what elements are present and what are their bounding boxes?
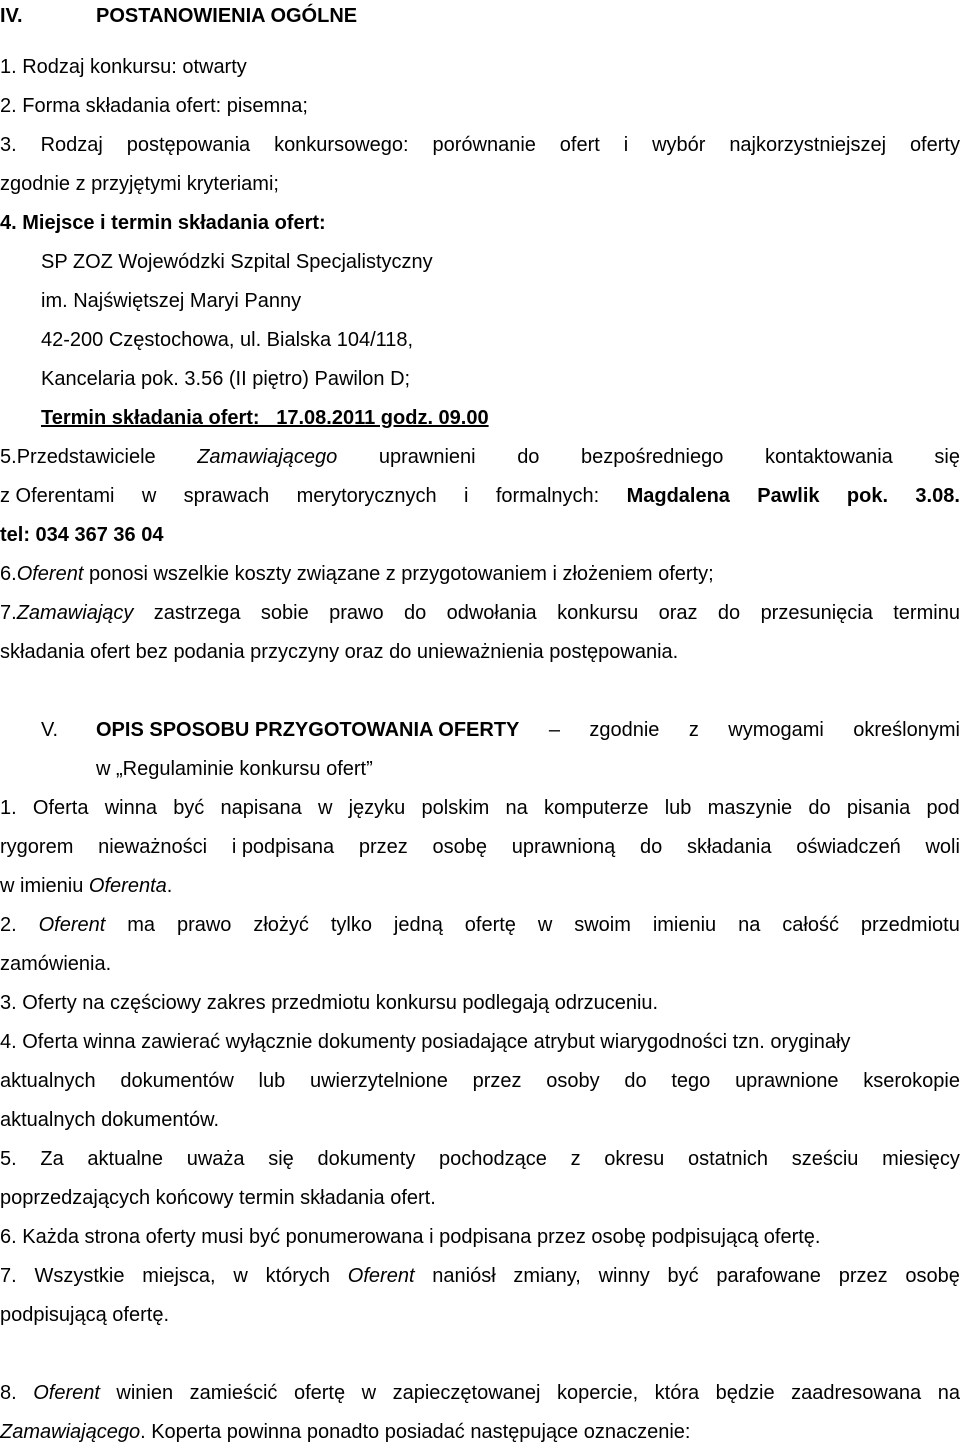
text: w imieniu <box>0 875 89 897</box>
word: sprawach <box>183 485 270 507</box>
word: sobie <box>260 602 309 624</box>
word: w <box>361 1382 377 1404</box>
emphasis: Oferent <box>347 1265 415 1287</box>
word: najkorzystniejszej <box>729 134 887 156</box>
word: uważa <box>186 1148 245 1170</box>
word: ofert <box>559 134 600 156</box>
word: Wszystkie <box>34 1265 125 1287</box>
word: w <box>317 797 333 819</box>
list-item <box>0 445 960 469</box>
word: miesięcy <box>882 1148 960 1170</box>
word: lub <box>258 1070 286 1092</box>
word: dokumenty <box>317 1148 416 1170</box>
word: ofertę <box>293 1382 346 1404</box>
emphasis: Zamawiający <box>16 602 134 624</box>
word: składania <box>686 836 772 858</box>
item-number: 7. <box>0 602 17 624</box>
list-item-continuation: poprzedzających końcowy termin składania ofert. <box>0 1187 436 1209</box>
word: Magdalena <box>626 485 730 507</box>
word: złożyć <box>253 914 309 936</box>
list-item-continuation: składania ofert bez podania przyczyny oraz do unieważnienia postępowania. <box>0 641 679 663</box>
address-line: SP ZOZ Wojewódzki Szpital Specjalistyczny <box>41 251 433 273</box>
word: kontaktowania <box>764 446 893 468</box>
word: z <box>688 719 699 741</box>
emphasis: Zamawiającego <box>197 446 338 468</box>
emphasis: Zamawiającego <box>0 1421 141 1443</box>
word: ostatnich <box>687 1148 769 1170</box>
word: prawo <box>176 914 232 936</box>
word: do <box>517 446 540 468</box>
word: zmiany, <box>513 1265 581 1287</box>
list-item-continuation <box>0 1069 960 1093</box>
word: komputerze <box>544 797 649 819</box>
item-number: 6. <box>0 563 17 585</box>
list-item: 4. Miejsce i termin składania ofert: <box>0 212 326 234</box>
word: swoim <box>574 914 631 936</box>
word: do <box>717 602 741 624</box>
emphasis: Oferent <box>38 914 106 936</box>
list-item <box>0 1381 960 1405</box>
list-item-lead <box>0 601 133 625</box>
word: miejsca, <box>142 1265 216 1287</box>
word: odwołania <box>446 602 537 624</box>
word: maszynie <box>707 797 793 819</box>
word: do <box>624 1070 647 1092</box>
list-item-continuation <box>0 1420 960 1444</box>
list-item: 4. Oferta winna zawierać wyłącznie dokumenty posiadające atrybut wiarygodności tzn. oryginały <box>0 1031 851 1053</box>
list-item-continuation <box>0 484 960 508</box>
word: merytorycznych <box>296 485 437 507</box>
word: imieniu <box>652 914 717 936</box>
list-item <box>0 601 960 625</box>
word: pok. <box>846 485 889 507</box>
word: kserokopie <box>863 1070 960 1092</box>
word: Za <box>40 1148 64 1170</box>
word: ofertę <box>464 914 516 936</box>
section-number: IV. <box>0 5 23 27</box>
word: konkursowego: <box>274 134 409 156</box>
word: i <box>623 134 629 156</box>
emphasis: Oferent <box>16 563 84 585</box>
list-item-continuation: podpisującą ofertę. <box>0 1304 170 1326</box>
section-title: POSTANOWIENIA OGÓLNE <box>96 5 358 27</box>
word: porównanie <box>432 134 536 156</box>
list-item <box>0 562 960 586</box>
word: 5. <box>0 1148 17 1170</box>
word: konkursu <box>557 602 639 624</box>
word: na <box>738 914 761 936</box>
text: ponosi wszelkie koszty związane z przygotowaniem i złożeniem oferty; <box>83 563 714 585</box>
word: przesunięcia <box>760 602 873 624</box>
word: nieważności <box>98 836 208 858</box>
word: osobę <box>905 1265 960 1287</box>
word: uwierzytelnione <box>309 1070 448 1092</box>
word: się <box>268 1148 294 1170</box>
word: naniósł <box>432 1265 496 1287</box>
word: języku <box>348 797 406 819</box>
word: parafowane <box>716 1265 821 1287</box>
word: aktualnych <box>0 1070 96 1092</box>
word: 7. <box>0 1265 17 1287</box>
word: Pawlik <box>757 485 820 507</box>
word: których <box>265 1265 331 1287</box>
word: będzie <box>715 1382 775 1404</box>
word: oraz <box>658 602 698 624</box>
list-item <box>0 133 960 157</box>
word: uprawnione <box>735 1070 839 1092</box>
word: na <box>505 797 528 819</box>
word: pod <box>926 797 960 819</box>
word: uprawnieni <box>378 446 476 468</box>
word: 1. <box>0 797 17 819</box>
word: jedną <box>393 914 443 936</box>
word: na <box>937 1382 960 1404</box>
word: do <box>808 797 831 819</box>
word: terminu <box>893 602 960 624</box>
word: wybór <box>652 134 706 156</box>
address-line: im. Najświętszej Maryi Panny <box>41 290 302 312</box>
word: dokumentów <box>120 1070 234 1092</box>
word: w <box>141 485 157 507</box>
word: oświadczeń <box>796 836 901 858</box>
word: osobę <box>432 836 488 858</box>
address-line: 42-200 Częstochowa, ul. Bialska 104/118, <box>41 329 414 351</box>
list-item: 2. Forma składania ofert: pisemna; <box>0 95 308 117</box>
word: zastrzega <box>153 602 241 624</box>
word: Przedstawiciele <box>16 446 156 468</box>
section-title-continuation: w „Regulaminie konkursu ofert” <box>96 758 373 780</box>
word: całość <box>782 914 839 936</box>
list-item <box>0 1264 960 1288</box>
word: być <box>667 1265 699 1287</box>
section-number: V. <box>41 719 59 741</box>
emphasis: Oferenta <box>88 875 167 897</box>
word: zapieczętowanej <box>392 1382 541 1404</box>
word: napisana <box>220 797 302 819</box>
list-item: 6. Każda strona oferty musi być ponumerowana i podpisana przez osobę podpisującą ofertę. <box>0 1226 821 1248</box>
word: pochodzące <box>439 1148 547 1170</box>
list-item: 3. Oferty na częściowy zakres przedmiotu konkursu podlegają odrzuceniu. <box>0 992 659 1014</box>
word: woli <box>925 836 960 858</box>
word: rygorem <box>0 836 74 858</box>
word: osoby <box>546 1070 600 1092</box>
word: się <box>934 446 960 468</box>
word: z <box>570 1148 581 1170</box>
word: winny <box>598 1265 650 1287</box>
word: Oferta <box>32 797 89 819</box>
word: zamieścić <box>189 1382 278 1404</box>
list-item <box>0 1147 960 1171</box>
word: w <box>233 1265 248 1287</box>
word: która <box>654 1382 700 1404</box>
word: prawo <box>329 602 384 624</box>
word: Rodzaj <box>40 134 103 156</box>
emphasis: Oferent <box>33 1382 100 1404</box>
word: określonymi <box>853 719 960 741</box>
list-item <box>0 913 960 937</box>
word: przez <box>472 1070 522 1092</box>
word: i podpisana <box>231 836 335 858</box>
section-title: OPIS SPOSOBU PRZYGOTOWANIA OFERTY <box>96 719 520 741</box>
word: być <box>173 797 205 819</box>
word: z Oferentami <box>0 485 115 507</box>
word: okresu <box>604 1148 665 1170</box>
word: bezpośredniego <box>581 446 724 468</box>
word: pisania <box>846 797 911 819</box>
word: tego <box>671 1070 711 1092</box>
word: zgodnie <box>589 719 660 741</box>
word: winien <box>116 1382 174 1404</box>
word: 3. <box>0 134 17 156</box>
word: oferty <box>909 134 960 156</box>
word: winna <box>104 797 157 819</box>
word: lub <box>664 797 692 819</box>
word: 3.08. <box>915 485 960 507</box>
word: przedmiotu <box>860 914 960 936</box>
word: zaadresowana <box>791 1382 922 1404</box>
word: 8. <box>0 1382 17 1404</box>
word: przez <box>838 1265 888 1287</box>
item-number: 5. <box>0 446 17 468</box>
text: . <box>166 875 173 897</box>
list-item-continuation: zgodnie z przyjętymi kryteriami; <box>0 173 279 195</box>
address-line: Kancelaria pok. 3.56 (II piętro) Pawilon D; <box>41 368 411 390</box>
word: formalnych: <box>495 485 600 507</box>
word: do <box>639 836 663 858</box>
contact-phone: tel: 034 367 36 04 <box>0 524 164 546</box>
word: – <box>548 719 560 741</box>
submission-deadline: Termin składania ofert: 17.08.2011 godz. 09.00 <box>41 407 489 429</box>
list-item-continuation <box>0 874 960 898</box>
list-item-lead <box>0 445 156 469</box>
word: wymogami <box>728 719 824 741</box>
word: ma <box>127 914 156 936</box>
list-item-continuation: aktualnych dokumentów. <box>0 1109 220 1131</box>
word: i <box>464 485 469 507</box>
list-item-continuation <box>0 835 960 859</box>
word: tylko <box>330 914 372 936</box>
word: postępowania <box>126 134 251 156</box>
word: do <box>403 602 427 624</box>
word: uprawnioną <box>511 836 616 858</box>
text: . Koperta powinna ponadto posiadać następujące oznaczenie: <box>140 1421 691 1443</box>
word: kopercie, <box>556 1382 639 1404</box>
word: przez <box>358 836 408 858</box>
list-item-continuation: zamówienia. <box>0 953 112 975</box>
word: aktualne <box>87 1148 164 1170</box>
section-title-line <box>96 718 960 742</box>
list-item <box>0 796 960 820</box>
word: sześciu <box>791 1148 859 1170</box>
word: polskim <box>421 797 490 819</box>
list-item: 1. Rodzaj konkursu: otwarty <box>0 56 247 78</box>
word: w <box>537 914 553 936</box>
item-number: 2. <box>0 914 17 936</box>
